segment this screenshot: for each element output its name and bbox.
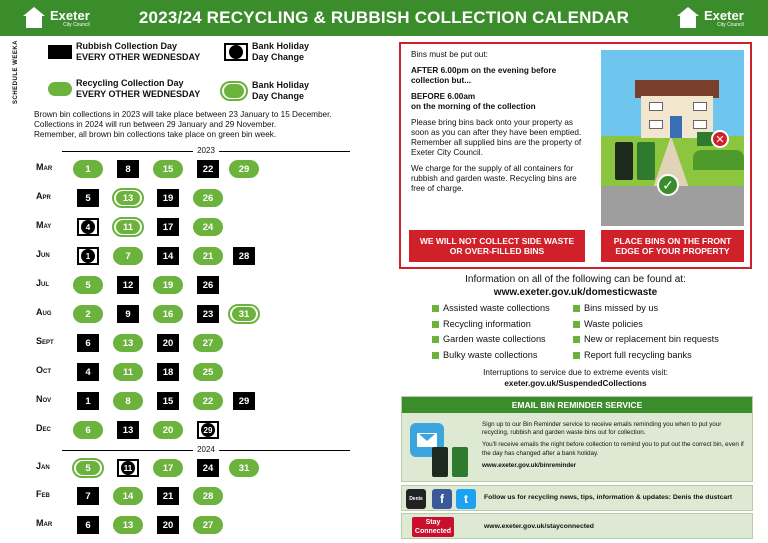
rubbish-day: 20 — [157, 334, 179, 352]
recycling-day: 11 — [113, 363, 143, 381]
list-item: Recycling information — [432, 317, 550, 333]
key-bank-holiday-black — [224, 41, 309, 64]
rubbish-day: 6 — [77, 516, 99, 534]
brown-note-line: Remember, all brown bin collections take place on green bin week. — [34, 130, 277, 139]
interruptions-notice — [399, 368, 752, 389]
month-label: Feb — [36, 489, 50, 499]
interruptions-url[interactable]: exeter.gov.uk/SuspendedCollections — [504, 378, 647, 388]
rubbish-day: 17 — [157, 218, 179, 236]
bank-holiday-rubbish-day: 29 — [197, 421, 219, 439]
year-divider-2023 — [62, 146, 350, 156]
page-title: 2023/24 RECYCLING & RUBBISH COLLECTION CALENDAR — [138, 8, 630, 27]
stay-connected-url[interactable]: www.exeter.gov.uk/stayconnected — [484, 523, 594, 530]
month-label: Jun — [36, 249, 50, 259]
key-bh-line1: Bank Holiday — [252, 80, 310, 90]
info-url[interactable]: www.exeter.gov.uk/domesticwaste — [493, 286, 658, 298]
rubbish-day: 18 — [157, 363, 179, 381]
facebook-icon[interactable]: f — [432, 489, 452, 509]
key-bh-line2: Day Change — [252, 52, 305, 63]
rubbish-day: 29 — [233, 392, 255, 410]
key-rubbish-label: Rubbish Collection Day — [76, 41, 178, 51]
stay-connected-panel — [401, 513, 753, 539]
email-reminder-text — [482, 421, 748, 474]
month-label: Aug — [36, 307, 52, 317]
rubbish-day: 7 — [77, 487, 99, 505]
bank-holiday-rubbish-day: 4 — [77, 218, 99, 236]
council-logo — [676, 4, 744, 32]
bank-holiday-green-swatch — [220, 81, 248, 101]
before-time: BEFORE 6.00am — [411, 92, 476, 101]
month-label: Nov — [36, 394, 52, 404]
bin-icon — [615, 142, 633, 180]
bank-holiday-black-swatch — [224, 43, 248, 61]
month-label: Jan — [36, 461, 50, 471]
bank-holiday-recycling-day: 31 — [228, 304, 260, 324]
bank-holiday-rubbish-day: 1 — [77, 247, 99, 265]
recycling-day: 6 — [73, 421, 103, 439]
recycling-day: 5 — [73, 276, 103, 294]
month-label: Apr — [36, 191, 51, 201]
bin-rules-box — [399, 42, 752, 269]
recycling-day: 20 — [153, 421, 183, 439]
logo-name: Exeter — [704, 7, 744, 23]
rubbish-day: 5 — [77, 189, 99, 207]
rubbish-day: 12 — [117, 276, 139, 294]
recycling-day: 24 — [193, 218, 223, 236]
bin-placement-illustration — [601, 50, 744, 226]
month-label: Dec — [36, 423, 51, 433]
month-label: Mar — [36, 162, 53, 172]
year-label: 2023 — [193, 146, 219, 156]
bank-holiday-rubbish-day: 11 — [117, 459, 139, 477]
logo-sub: City Council — [717, 21, 744, 28]
recycling-day: 21 — [193, 247, 223, 265]
rubbish-day: 28 — [233, 247, 255, 265]
recycling-day: 2 — [73, 305, 103, 323]
key-bank-holiday-green — [220, 80, 309, 103]
header-bar — [0, 0, 768, 36]
recycling-day: 14 — [113, 487, 143, 505]
rubbish-day: 20 — [157, 516, 179, 534]
side-waste-warning: WE WILL NOT COLLECT SIDE WASTE OR OVER-FILLED BINS — [409, 230, 585, 262]
cross-icon: ✕ — [711, 130, 729, 148]
info-heading — [399, 274, 752, 299]
recycling-day: 25 — [193, 363, 223, 381]
brown-note-line: Brown bin collections in 2023 will take place between 23 January to 15 December. — [34, 110, 332, 119]
rubbish-swatch — [48, 45, 72, 59]
recycling-day: 13 — [113, 516, 143, 534]
social-text: Follow us for recycling news, tips, information & updates: Denis the dustcart — [484, 494, 733, 501]
bank-holiday-recycling-day: 5 — [72, 458, 104, 478]
put-out-heading: Bins must be put out: — [411, 50, 488, 59]
recycling-day: 1 — [73, 160, 103, 178]
rubbish-day: 19 — [157, 189, 179, 207]
year-label: 2024 — [193, 445, 219, 455]
schedule-label: SCHEDULE WEEKA — [13, 39, 19, 104]
rubbish-day: 6 — [77, 334, 99, 352]
bin-rules-text — [411, 50, 589, 200]
logo-sub: City Council — [63, 21, 90, 28]
recycling-day: 17 — [153, 459, 183, 477]
rubbish-day: 4 — [77, 363, 99, 381]
recycling-day: 31 — [229, 459, 259, 477]
key-bh-line1: Bank Holiday — [252, 41, 310, 51]
interruptions-text: Interruptions to service due to extreme events visit: — [483, 368, 668, 377]
rubbish-day: 23 — [197, 305, 219, 323]
rubbish-day: 15 — [157, 392, 179, 410]
before-time-sub: on the morning of the collection — [411, 102, 536, 111]
rubbish-day: 8 — [117, 160, 139, 178]
recycling-day: 26 — [193, 189, 223, 207]
email-reminder-title: EMAIL BIN REMINDER SERVICE — [402, 397, 752, 413]
key-bh-line2: Day Change — [252, 91, 305, 102]
list-item: Garden waste collections — [432, 332, 550, 348]
exeter-logo-icon — [676, 7, 700, 29]
key-rubbish-freq: EVERY OTHER WEDNESDAY — [76, 52, 201, 63]
month-label: Jul — [36, 278, 50, 288]
stay-connected-logo[interactable]: Stay Connected — [412, 517, 454, 537]
rubbish-day: 9 — [117, 305, 139, 323]
key-recycling-freq: EVERY OTHER WEDNESDAY — [76, 89, 201, 100]
email-url[interactable]: www.exeter.gov.uk/binreminder — [482, 461, 577, 469]
email-para: Sign up to our Bin Reminder service to receive emails reminding you when to put your recycling, rubbish and garden waste bins out for collection. — [482, 421, 722, 437]
month-label: Mar — [36, 518, 53, 528]
recycling-swatch — [48, 82, 72, 96]
recycling-day: 7 — [113, 247, 143, 265]
bring-back-text: Please bring bins back onto your property as soon as you can after they have been emptied. Remember all supplied bins are the property of Exeter City Council. — [411, 118, 582, 157]
email-para: You'll receive emails the night before collection to remind you to put out the correct bin, even if the day has changed after a bank holiday. — [482, 441, 744, 457]
list-item: New or replacement bin requests — [573, 332, 719, 348]
recycling-day: 8 — [113, 392, 143, 410]
rubbish-day: 13 — [117, 421, 139, 439]
twitter-icon[interactable]: t — [456, 489, 476, 509]
list-item: Report full recycling banks — [573, 348, 719, 364]
rubbish-day: 1 — [77, 392, 99, 410]
bin-icon — [637, 142, 655, 180]
brown-bin-note — [34, 110, 374, 140]
key-rubbish — [48, 41, 200, 64]
rubbish-day: 26 — [197, 276, 219, 294]
social-panel — [401, 485, 753, 511]
recycling-day: 13 — [113, 334, 143, 352]
recycling-day: 27 — [193, 334, 223, 352]
after-time: AFTER 6.00pm on the evening before collection but... — [411, 66, 557, 85]
list-item: Assisted waste collections — [432, 301, 550, 317]
charge-text: We charge for the supply of all containers for rubbish and garden waste. Recycling bins are free of charge. — [411, 164, 577, 193]
brown-note-line: Collections in 2024 will run between 29 January and 29 November. — [34, 120, 277, 129]
recycling-day: 29 — [229, 160, 259, 178]
denis-dustcart-icon[interactable]: Denis — [406, 489, 426, 509]
rubbish-day: 24 — [197, 459, 219, 477]
logo-name: Exeter — [50, 7, 90, 23]
rubbish-day: 22 — [197, 160, 219, 178]
month-label: Sept — [36, 336, 54, 346]
info-list-b — [573, 301, 719, 363]
bank-holiday-recycling-day: 11 — [112, 217, 144, 237]
email-reminder-panel — [401, 396, 753, 482]
list-item: Waste policies — [573, 317, 719, 333]
info-list-a — [432, 301, 550, 363]
recycling-day: 27 — [193, 516, 223, 534]
bin-icon — [432, 447, 448, 477]
tick-icon: ✓ — [657, 174, 679, 196]
recycling-day: 22 — [193, 392, 223, 410]
bin-icon — [452, 447, 468, 477]
key-recycling-label: Recycling Collection Day — [76, 78, 184, 88]
list-item: Bins missed by us — [573, 301, 719, 317]
bank-holiday-recycling-day: 13 — [112, 188, 144, 208]
month-label: May — [36, 220, 52, 230]
list-item: Bulky waste collections — [432, 348, 550, 364]
rubbish-day: 21 — [157, 487, 179, 505]
key-recycling — [48, 78, 200, 101]
info-intro: Information on all of the following can be found at: — [465, 274, 686, 285]
recycling-day: 28 — [193, 487, 223, 505]
bin-placement-banner: PLACE BINS ON THE FRONT EDGE OF YOUR PROPERTY — [601, 230, 744, 262]
recycling-day: 16 — [153, 305, 183, 323]
year-divider-2024 — [62, 445, 350, 455]
recycling-day: 15 — [153, 160, 183, 178]
month-label: Oct — [36, 365, 51, 375]
recycling-day: 19 — [153, 276, 183, 294]
rubbish-day: 14 — [157, 247, 179, 265]
